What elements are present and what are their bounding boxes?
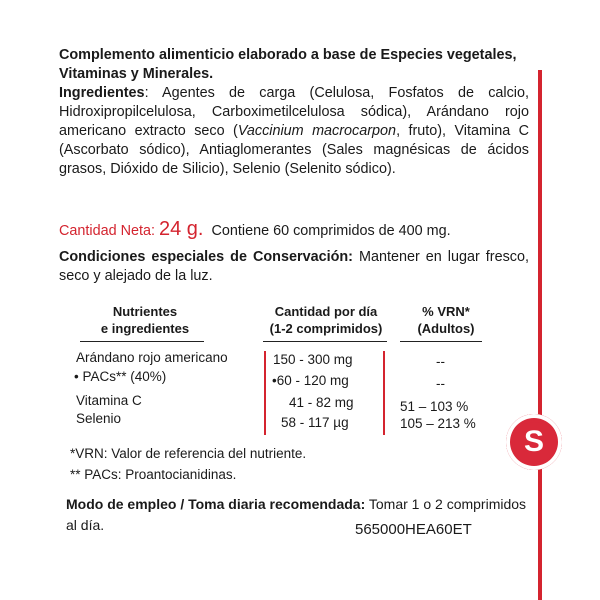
net-quantity-contents: Contiene 60 comprimidos de 400 mg. [203,223,451,239]
conservation-text: Mantener en lugar fresco, seco y alejado de la luz. [59,249,529,284]
header-nutrients-underline [80,341,204,342]
table-row-amount: 58 - 117 µg [281,415,349,430]
net-quantity [59,220,529,241]
net-quantity-amount: 24 g. [159,218,204,240]
conservation-label: Condiciones especiales de Conservación: [59,249,353,265]
table-row-name: Selenio [76,411,122,426]
column-divider-1 [264,351,266,435]
s-logo-letter: S [514,422,554,462]
table-row-name: Vitamina C [76,393,142,408]
footnote-pacs: ** PACs: Proantocianidinas. [70,467,237,482]
ingredients-paragraph [59,84,529,179]
table-row-amount: 41 - 82 mg [289,395,354,410]
product-description [59,46,529,179]
usage-text: Tomar 1 o 2 comprimidos al día. [66,496,527,533]
ingredients-text-2: , fruto), Vitamina C (Ascorbato sódico), Antiaglomerantes (Sales magnésicas de ácidos grasos, Dióxido de Silicio), Selenio (Selenito sódico). [59,123,530,177]
footnote-vrn: *VRN: Valor de referencia del nutriente. [70,446,307,461]
header-amount-underline [263,341,387,342]
footnotes [70,443,306,485]
table-row-amount: 150 - 300 mg [273,352,353,367]
conservation-conditions [59,248,529,286]
header-amount-line2: (1-2 comprimidos) [269,321,383,336]
header-amount [260,303,392,337]
column-divider-2 [383,351,385,435]
header-nutrients [80,303,210,337]
net-quantity-label: Cantidad Neta: [59,223,159,239]
header-vrn-underline [400,341,482,342]
table-row-vrn: 51 – 103 % [400,399,469,414]
product-code: 565000HEA60ET [355,521,472,538]
table-row-vrn: -- [436,376,445,391]
ingredients-text-1: : Agentes de carga (Celulosa, Fosfatos de calcio, Hidroxipropilcelulosa, Carboximetilcelulosa sódica), Arándano rojo americano extracto seco ( [59,85,529,139]
accent-bar [538,70,542,600]
table-row-vrn: 105 – 213 % [400,416,476,431]
header-vrn-line1: % VRN* [422,304,470,319]
table-row-name: • PACs** (40%) [74,369,167,384]
table-row-name: Arándano rojo americano [76,350,228,365]
intro-text: Complemento alimenticio elaborado a base de Especies vegetales, Vitaminas y Minerales. [59,47,517,82]
ingredients-latin-name: Vaccinium macrocarpon [237,123,397,139]
header-nutrients-line2: e ingredientes [100,321,190,336]
usage-label: Modo de empleo / Toma diaria recomendada: [66,496,366,512]
s-logo-icon [506,414,562,470]
ingredients-label: Ingredientes [59,85,145,101]
table-row-vrn: -- [436,354,445,369]
header-vrn-line2: (Adultos) [417,321,475,336]
header-nutrients-line1: Nutrientes [112,304,178,319]
header-vrn [396,303,496,337]
table-row-amount: •60 - 120 mg [272,373,349,388]
header-amount-line1: Cantidad por día [274,304,378,319]
